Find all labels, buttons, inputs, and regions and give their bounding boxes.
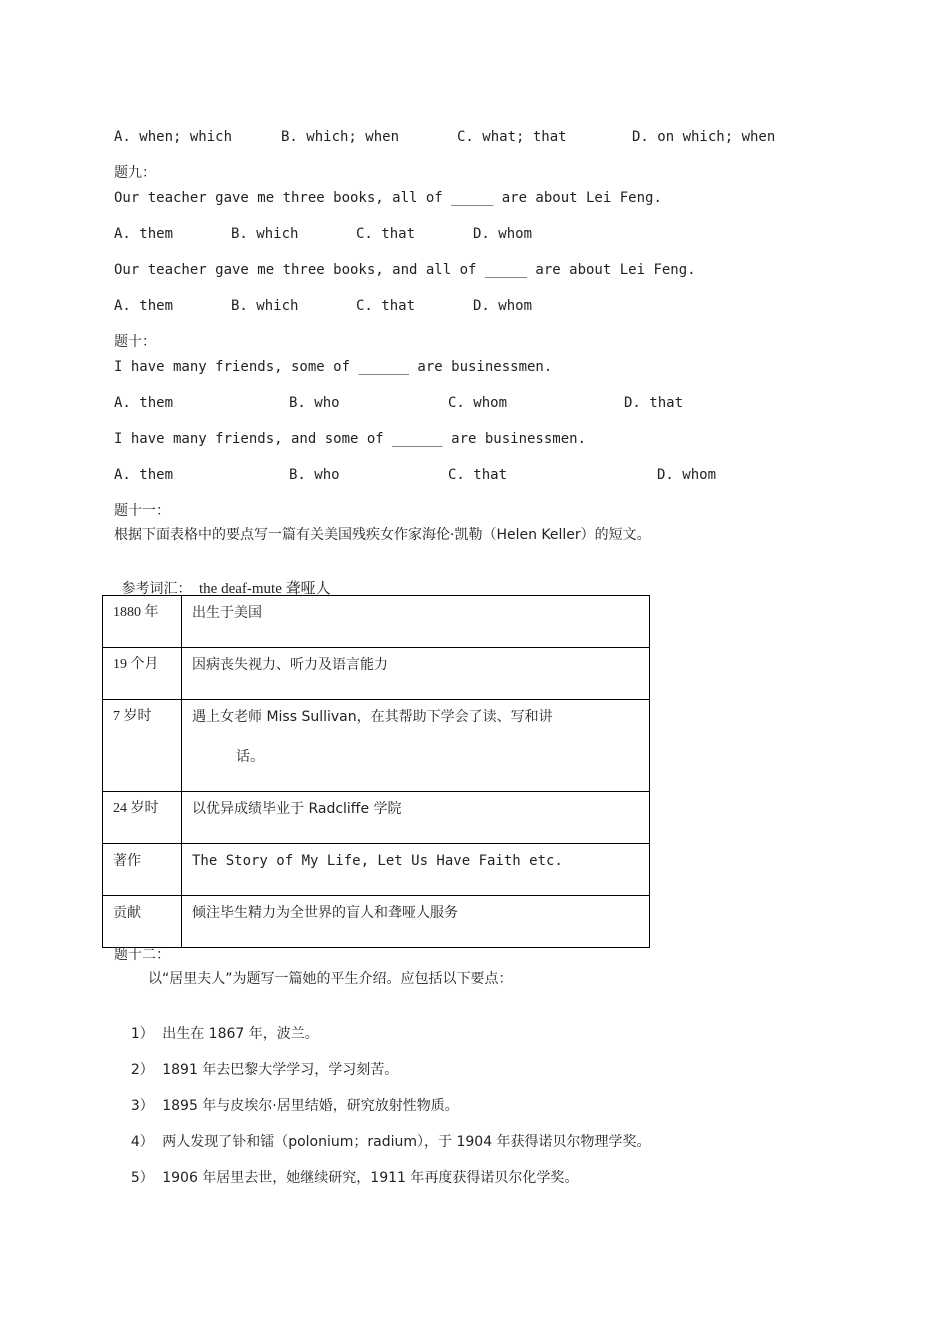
q10-s2-option-b: B. who xyxy=(289,467,340,483)
q10-title: 题十： xyxy=(114,334,156,350)
q10-s1-option-c: C. whom xyxy=(448,395,508,411)
table-value-line-2: 话。 xyxy=(236,749,264,765)
q8-option-c: C. what; that xyxy=(457,129,567,145)
list-number: 4） xyxy=(130,1134,154,1150)
table-value: 因病丧失视力、听力及语言能力 xyxy=(182,648,650,700)
list-number: 1） xyxy=(130,1026,154,1042)
q11-vocab-label: 参考词汇： xyxy=(121,581,192,597)
q9-s2-option-d: D. whom xyxy=(473,298,533,314)
q10-sentence-2: I have many friends, and some of ______ are businessmen. xyxy=(114,431,587,447)
table-row xyxy=(103,700,650,792)
table-value: The Story of My Life, Let Us Have Faith etc. xyxy=(182,844,650,896)
list-text: 两人发现了钋和镭（polonium；radium），于 1904 年获得诺贝尔物理学奖。 xyxy=(162,1134,651,1150)
q9-s1-option-d: D. whom xyxy=(473,226,533,242)
table-key: 1880 年 xyxy=(103,596,182,648)
q8-option-d: D. on which; when xyxy=(632,129,776,145)
table-row xyxy=(103,844,650,896)
q9-sentence-2: Our teacher gave me three books, and all of _____ are about Lei Feng. xyxy=(114,262,696,278)
list-text: 1906 年居里去世，她继续研究，1911 年再度获得诺贝尔化学奖。 xyxy=(162,1170,579,1186)
q12-title: 题十二： xyxy=(114,947,170,963)
q10-s1-option-d: D. that xyxy=(624,395,684,411)
q9-sentence-1: Our teacher gave me three books, all of _____ are about Lei Feng. xyxy=(114,190,662,206)
table-key: 贡献 xyxy=(103,896,182,948)
q10-s2-option-a: A. them xyxy=(114,467,174,483)
list-number: 2） xyxy=(130,1062,154,1078)
q10-s1-option-a: A. them xyxy=(114,395,174,411)
q9-s1-option-b: B. which xyxy=(231,226,299,242)
q9-s2-option-b: B. which xyxy=(231,298,299,314)
table-value xyxy=(182,700,650,792)
q9-title: 题九： xyxy=(114,165,156,181)
q11-instruction: 根据下面表格中的要点写一篇有关美国残疾女作家海伦·凯勒（Helen Keller）的短文。 xyxy=(114,527,651,543)
table-key: 19 个月 xyxy=(103,648,182,700)
q11-vocab: the deaf-mute 聋哑人 xyxy=(199,581,331,597)
q12-intro: 以“居里夫人”为题写一篇她的平生介绍。应包括以下要点： xyxy=(148,971,513,987)
list-text: 1891 年去巴黎大学学习，学习刻苦。 xyxy=(162,1062,399,1078)
q9-s2-option-a: A. them xyxy=(114,298,174,314)
q8-option-b: B. which; when xyxy=(281,129,400,145)
helen-keller-table xyxy=(102,595,650,948)
table-row xyxy=(103,648,650,700)
list-number: 5） xyxy=(130,1170,154,1186)
list-text: 1895 年与皮埃尔·居里结婚，研究放射性物质。 xyxy=(162,1098,459,1114)
q10-s2-option-d: D. whom xyxy=(657,467,717,483)
q9-s1-option-c: C. that xyxy=(356,226,416,242)
table-row xyxy=(103,792,650,844)
q11-vocab-line xyxy=(114,562,331,598)
q9-s2-option-c: C. that xyxy=(356,298,416,314)
table-row xyxy=(103,896,650,948)
list-item xyxy=(114,1043,398,1079)
q8-option-a: A. when; which xyxy=(114,129,233,145)
list-number: 3） xyxy=(130,1098,154,1114)
table-key: 24 岁时 xyxy=(103,792,182,844)
table-key: 7 岁时 xyxy=(103,700,182,792)
q10-s1-option-b: B. who xyxy=(289,395,340,411)
table-value: 倾注毕生精力为全世界的盲人和聋哑人服务 xyxy=(182,896,650,948)
list-item xyxy=(114,1115,651,1151)
list-item xyxy=(114,1007,319,1043)
q11-title: 题十一： xyxy=(114,503,170,519)
table-value-line-1: 遇上女老师 Miss Sullivan，在其帮助下学会了读、写和讲 xyxy=(192,709,553,725)
list-item xyxy=(114,1151,578,1187)
table-value: 以优异成绩毕业于 Radcliffe 学院 xyxy=(182,792,650,844)
list-item xyxy=(114,1079,459,1115)
list-text: 出生在 1867 年，波兰。 xyxy=(162,1026,319,1042)
q10-sentence-1: I have many friends, some of ______ are businessmen. xyxy=(114,359,553,375)
table-row xyxy=(103,596,650,648)
table-value: 出生于美国 xyxy=(182,596,650,648)
q9-s1-option-a: A. them xyxy=(114,226,174,242)
table-key: 著作 xyxy=(103,844,182,896)
q10-s2-option-c: C. that xyxy=(448,467,508,483)
